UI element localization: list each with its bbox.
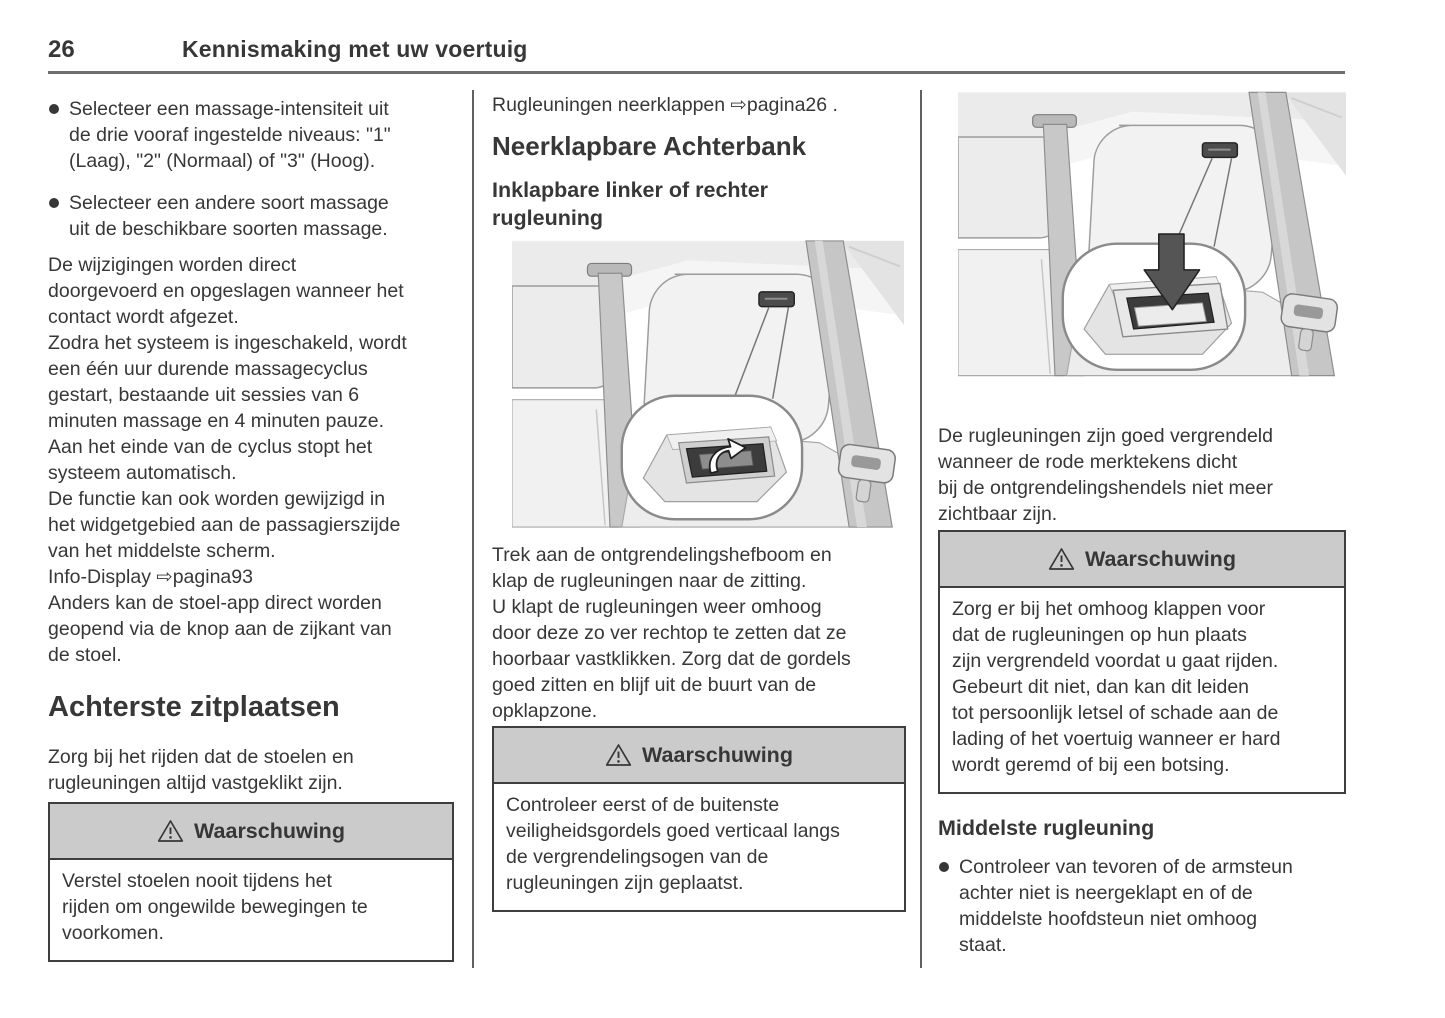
- column-divider-right: [920, 90, 922, 968]
- warning-body: Verstel stoelen nooit tijdens het rijden om ongewilde bewegingen te voorkomen.: [62, 870, 368, 944]
- warning-box: [938, 530, 1346, 794]
- crossref-line: [48, 564, 454, 590]
- bullet-text: Selecteer een andere soort massage uit de beschikbare soorten massage.: [69, 192, 389, 240]
- warning-triangle-icon: [1048, 547, 1075, 571]
- crossref-label: Info-Display: [48, 566, 157, 588]
- bullet-text: Selecteer een massage-intensiteit uit de drie vooraf ingestelde niveaus: "1" (Laag), "2" (Normaal) of "3" (Hoog).: [69, 98, 391, 172]
- section-heading: Achterste zitplaatsen: [48, 691, 340, 723]
- warning-header: [940, 532, 1344, 588]
- column-middle: [492, 88, 906, 912]
- warning-header: [50, 804, 452, 860]
- warning-body: Zorg er bij het omhoog klappen voor dat de rugleuningen op hun plaats zijn vergrendeld voordat u gaat rijden. Gebeurt dit niet, dan kan dit leiden tot persoonlijk letsel of schade aan de lading of het voertuig wanneer er hard wordt geremd of bij een botsing.: [952, 598, 1281, 776]
- crossref-link[interactable]: ⇨pagina93: [156, 566, 253, 588]
- paragraph: De wijzigingen worden direct doorgevoerd en opgeslagen wanneer het contact wordt afgezet.: [48, 254, 404, 328]
- paragraph: Zodra het systeem is ingeschakeld, wordt een één uur durende massagecyclus gestart, bestaande uit sessies van 6 minuten massage en 4 minuten pauze. Aan het einde van de cyclus stopt het systeem automatisch.: [48, 332, 407, 484]
- bullet-icon: [49, 104, 59, 114]
- warning-triangle-icon: [157, 819, 184, 843]
- bullet-icon: [49, 198, 59, 208]
- sub-heading: Middelste rugleuning: [938, 816, 1155, 840]
- paragraph: Anders kan de stoel-app direct worden geopend via de knop aan de zijkant van de stoel.: [48, 592, 392, 666]
- warning-title: Waarschuwing: [642, 742, 793, 767]
- section-heading: Neerklapbare Achterbank: [492, 131, 807, 161]
- page-header: [48, 36, 1345, 74]
- sub-heading: Inklapbare linker of rechter rugleuning: [492, 178, 769, 230]
- warning-triangle-icon: [605, 743, 632, 767]
- column-left: [48, 88, 454, 962]
- paragraph: Trek aan de ontgrendelingshefboom en klap de rugleuningen naar de zitting. U klapt de rugleuningen weer omhoog door deze zo ver rechtop te zetten dat ze hoorbaar vastklikken. Zorg dat de gordels goed zitten en blijf uit de buurt van de opklapzone.: [492, 544, 851, 722]
- list-item: [48, 96, 454, 174]
- bullet-list: [938, 854, 1346, 958]
- list-item: [48, 190, 454, 242]
- paragraph: Zorg bij het rijden dat de stoelen en rugleuningen altijd vastgeklikt zijn.: [48, 746, 354, 794]
- bullet-icon: [939, 862, 949, 872]
- list-item: [938, 854, 1346, 958]
- column-right: [938, 88, 1346, 958]
- bullet-text: Controleer van tevoren of de armsteun achter niet is neergeklapt en of de middelste hoofdsteun niet omhoog staat.: [959, 856, 1293, 956]
- crossref-suffix: .: [827, 94, 838, 116]
- crossref-line: [492, 92, 906, 118]
- seat-release-lever-illustration: [512, 240, 904, 528]
- warning-box: [48, 802, 454, 962]
- warning-box: [492, 726, 906, 912]
- paragraph: De rugleuningen zijn goed vergrendeld wanneer de rode merktekens dicht bij de ontgrendelingshendels niet meer zichtbaar zijn.: [938, 425, 1273, 525]
- page-title: Kennismaking met uw voertuig: [182, 36, 528, 62]
- column-divider-left: [472, 90, 474, 968]
- crossref-label: Rugleuningen neerklappen: [492, 94, 731, 116]
- paragraph: De functie kan ook worden gewijzigd in het widgetgebied aan de passagierszijde van het middelste scherm.: [48, 488, 401, 562]
- bullet-list: [48, 96, 454, 242]
- crossref-link[interactable]: ⇨pagina26: [730, 94, 828, 116]
- page-number: 26: [48, 36, 75, 63]
- warning-title: Waarschuwing: [1085, 546, 1236, 571]
- warning-body: Controleer eerst of de buitenste veiligheidsgordels goed verticaal langs de vergrendelingsogen van de rugleuningen zijn geplaatst.: [506, 794, 840, 894]
- seat-lock-press-illustration: [958, 90, 1346, 378]
- warning-header: [494, 728, 904, 784]
- warning-title: Waarschuwing: [194, 818, 345, 843]
